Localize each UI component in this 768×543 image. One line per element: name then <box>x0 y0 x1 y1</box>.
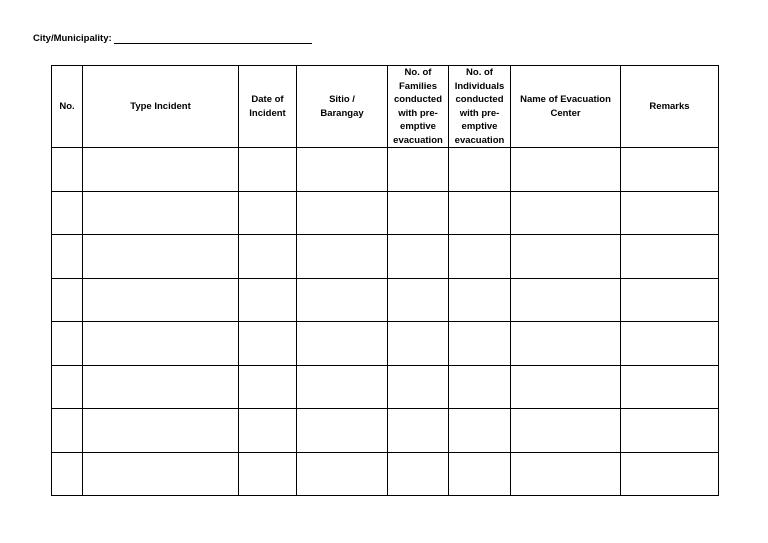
city-municipality-field <box>33 33 312 44</box>
table-header-row <box>52 66 719 148</box>
table-cell[interactable] <box>83 322 239 366</box>
table-cell[interactable] <box>297 235 388 279</box>
table-cell[interactable] <box>621 148 719 192</box>
table-cell[interactable] <box>449 322 511 366</box>
table-cell[interactable] <box>621 365 719 409</box>
city-municipality-blank[interactable] <box>114 33 312 44</box>
table-cell[interactable] <box>511 322 621 366</box>
table-cell[interactable] <box>621 322 719 366</box>
col-header-date-of-incident: Date of Incident <box>239 66 297 148</box>
table-cell[interactable] <box>449 191 511 235</box>
table-row <box>52 365 719 409</box>
table-cell[interactable] <box>511 365 621 409</box>
table-cell[interactable] <box>621 278 719 322</box>
table-row <box>52 322 719 366</box>
table-cell[interactable] <box>83 191 239 235</box>
table-row <box>52 235 719 279</box>
table-cell[interactable] <box>297 322 388 366</box>
table-cell[interactable] <box>239 278 297 322</box>
table-cell[interactable] <box>621 409 719 453</box>
table-cell[interactable] <box>83 148 239 192</box>
table-cell[interactable] <box>388 365 449 409</box>
table-cell[interactable] <box>621 235 719 279</box>
table-cell[interactable] <box>83 409 239 453</box>
table-cell[interactable] <box>83 365 239 409</box>
table-cell[interactable] <box>52 452 83 496</box>
table-cell[interactable] <box>83 452 239 496</box>
table-cell[interactable] <box>388 452 449 496</box>
table-cell[interactable] <box>388 191 449 235</box>
table-cell[interactable] <box>297 452 388 496</box>
col-header-no-of-families: No. of Families conducted with pre- emptive evacuation <box>388 66 449 148</box>
table-cell[interactable] <box>388 322 449 366</box>
table-cell[interactable] <box>449 409 511 453</box>
table-cell[interactable] <box>511 452 621 496</box>
table-cell[interactable] <box>511 191 621 235</box>
table-cell[interactable] <box>449 278 511 322</box>
table-row <box>52 278 719 322</box>
table-cell[interactable] <box>388 148 449 192</box>
table-cell[interactable] <box>297 278 388 322</box>
table-cell[interactable] <box>239 148 297 192</box>
table-cell[interactable] <box>52 409 83 453</box>
table-row <box>52 452 719 496</box>
evacuation-report-table <box>51 65 719 496</box>
table-cell[interactable] <box>621 452 719 496</box>
table-cell[interactable] <box>52 148 83 192</box>
table-cell[interactable] <box>388 235 449 279</box>
col-header-evacuation-center: Name of Evacuation Center <box>511 66 621 148</box>
table-body <box>52 148 719 496</box>
col-header-remarks: Remarks <box>621 66 719 148</box>
col-header-no-of-individuals: No. of Individuals conducted with pre- emptive evacuation <box>449 66 511 148</box>
table-cell[interactable] <box>449 148 511 192</box>
table-cell[interactable] <box>52 191 83 235</box>
table-cell[interactable] <box>83 278 239 322</box>
table-row <box>52 409 719 453</box>
table-cell[interactable] <box>449 235 511 279</box>
table-cell[interactable] <box>239 322 297 366</box>
city-municipality-label: City/Municipality: <box>33 33 112 44</box>
table-cell[interactable] <box>511 235 621 279</box>
col-header-no: No. <box>52 66 83 148</box>
table-row <box>52 191 719 235</box>
table-cell[interactable] <box>388 278 449 322</box>
table-cell[interactable] <box>239 235 297 279</box>
table-cell[interactable] <box>621 191 719 235</box>
table-cell[interactable] <box>511 148 621 192</box>
table-cell[interactable] <box>52 365 83 409</box>
table-cell[interactable] <box>239 409 297 453</box>
table-cell[interactable] <box>297 409 388 453</box>
table-cell[interactable] <box>83 235 239 279</box>
table-row <box>52 148 719 192</box>
table-cell[interactable] <box>297 148 388 192</box>
table-cell[interactable] <box>52 322 83 366</box>
table-cell[interactable] <box>511 278 621 322</box>
table-cell[interactable] <box>511 409 621 453</box>
col-header-sitio-barangay: Sitio / Barangay <box>297 66 388 148</box>
table-cell[interactable] <box>449 452 511 496</box>
table-cell[interactable] <box>239 365 297 409</box>
table-cell[interactable] <box>239 452 297 496</box>
table-cell[interactable] <box>388 409 449 453</box>
table-cell[interactable] <box>239 191 297 235</box>
col-header-type-incident: Type Incident <box>83 66 239 148</box>
table-cell[interactable] <box>297 191 388 235</box>
table-cell[interactable] <box>449 365 511 409</box>
table-cell[interactable] <box>52 278 83 322</box>
table-cell[interactable] <box>297 365 388 409</box>
table-cell[interactable] <box>52 235 83 279</box>
